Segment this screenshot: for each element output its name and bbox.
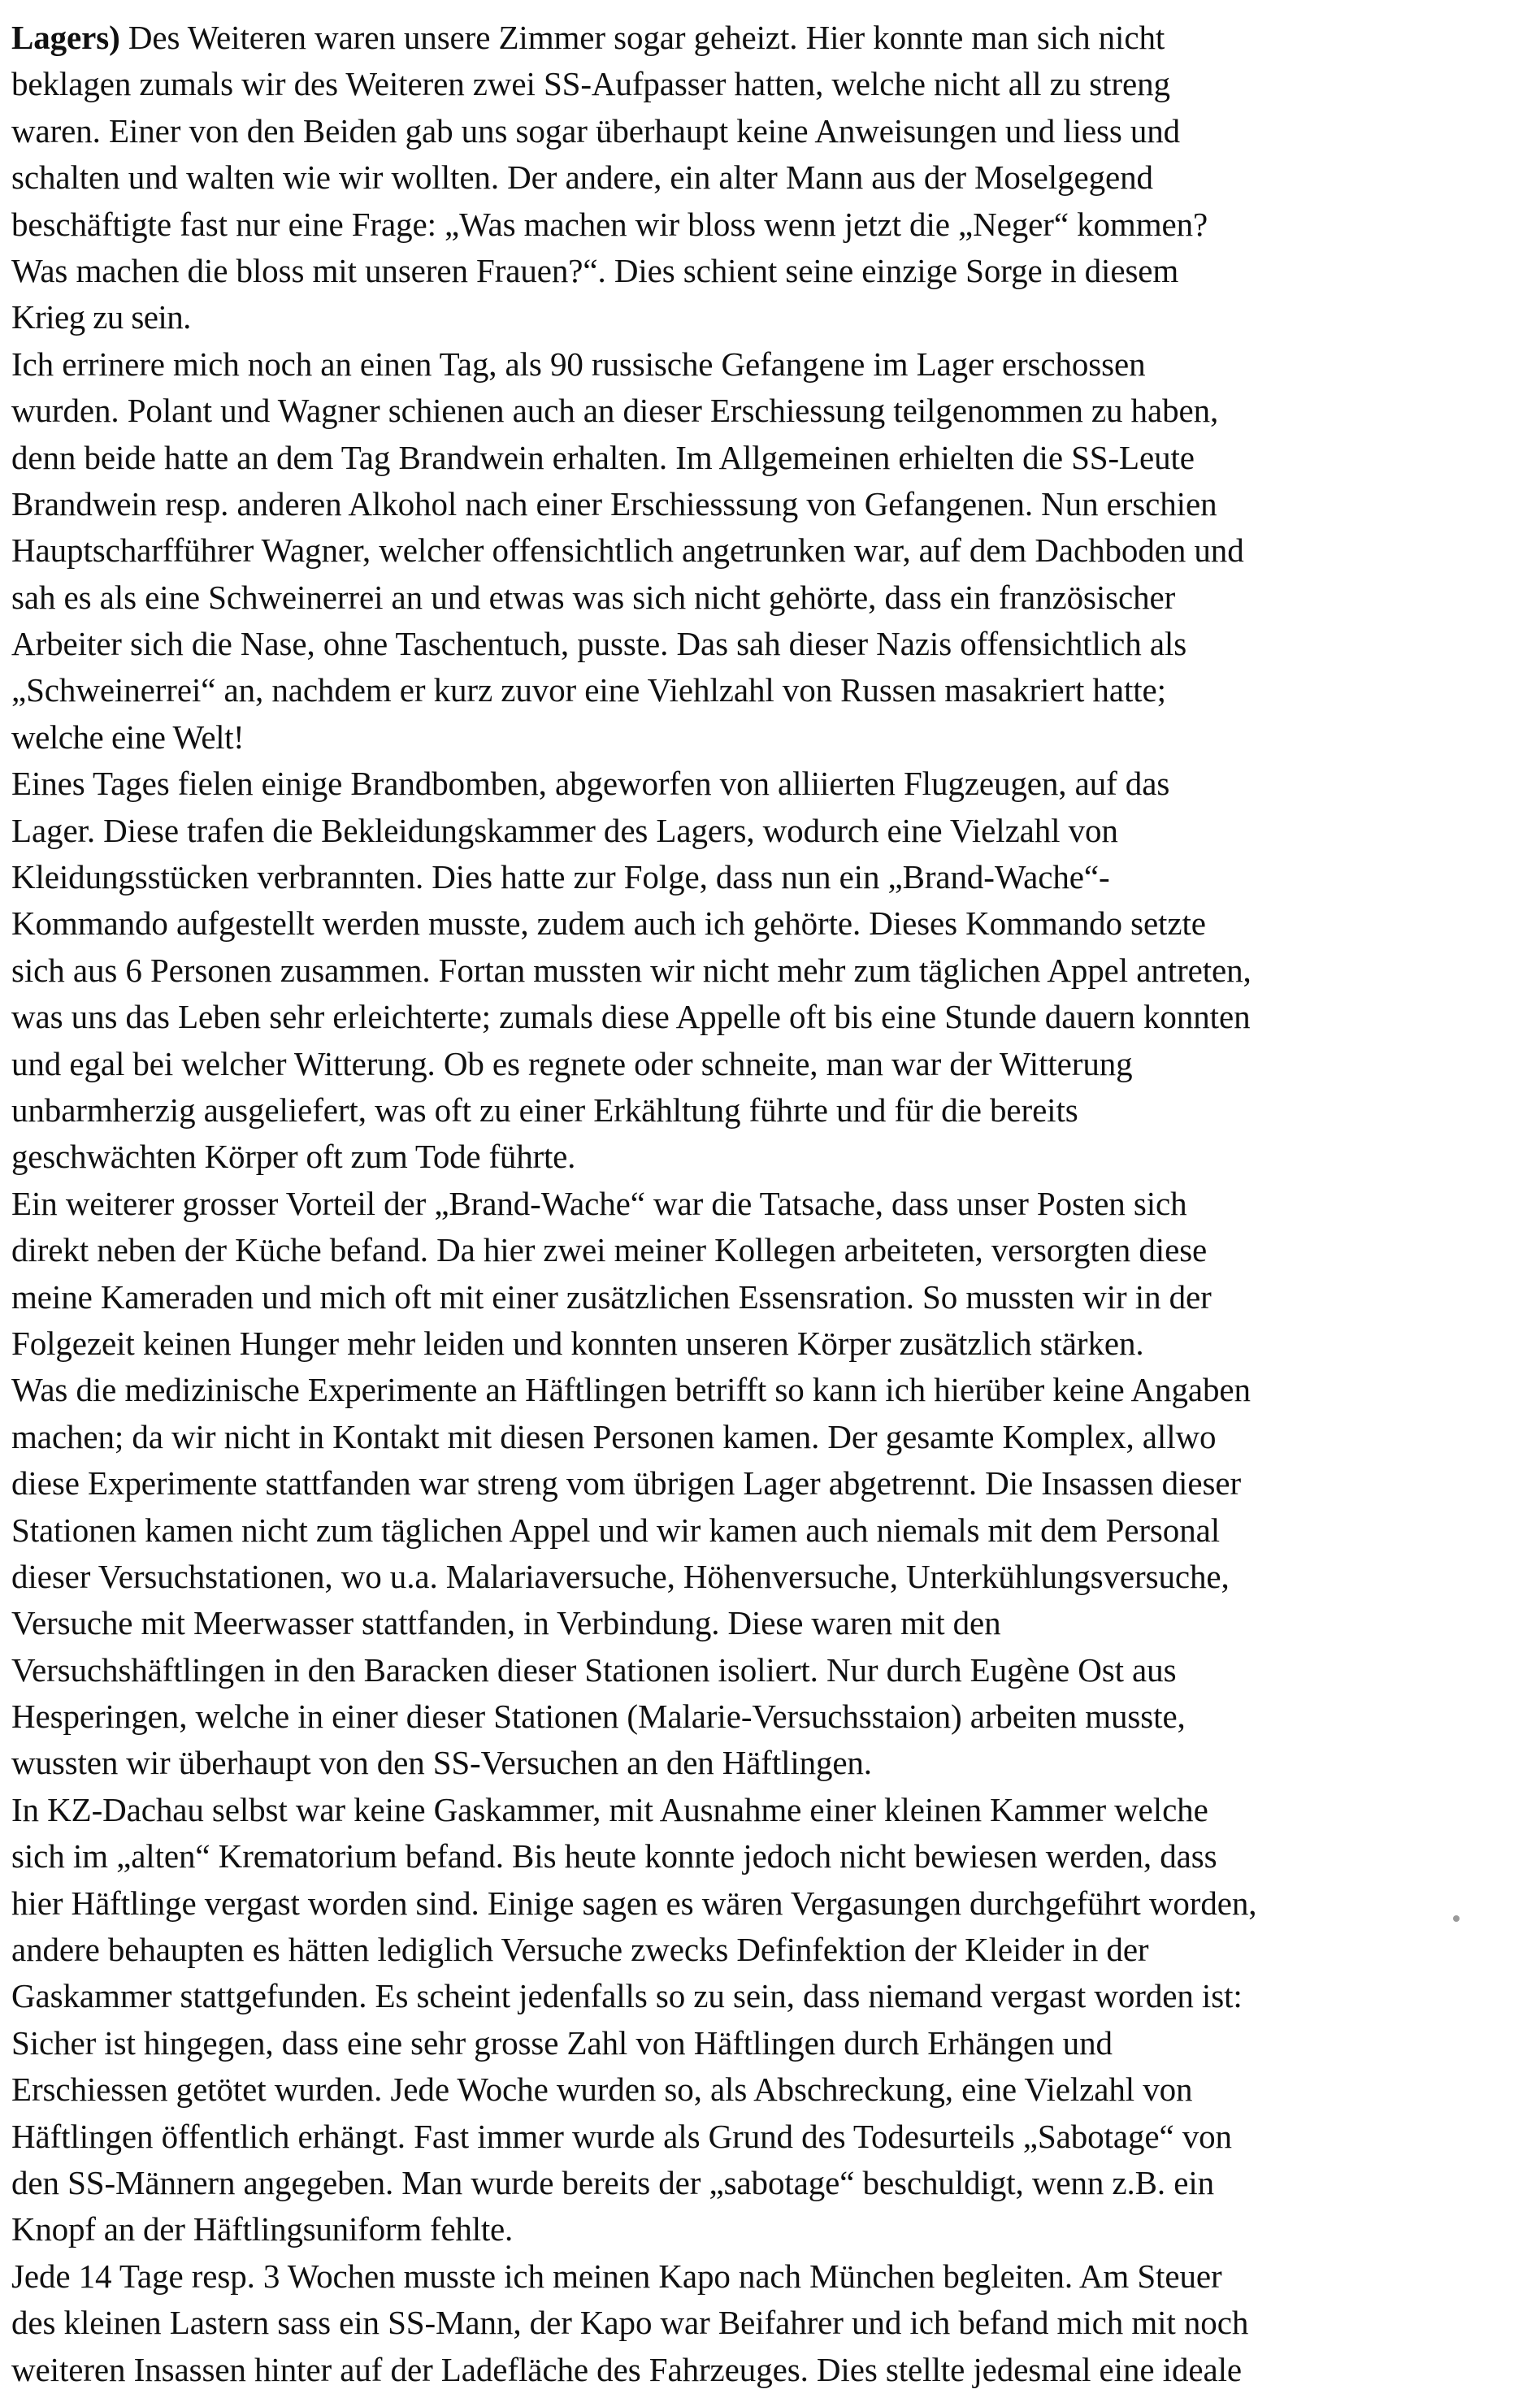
text-line bbox=[11, 294, 1531, 340]
text-line bbox=[11, 2114, 1531, 2160]
text-line bbox=[11, 621, 1531, 667]
line-text: Erschiessen getötet wurden. Jede Woche wurden so, als Abschreckung, eine Vielzahl von bbox=[11, 2071, 1193, 2109]
text-line bbox=[11, 1414, 1531, 1460]
line-text: Eines Tages fielen einige Brandbomben, abgeworfen von alliierten Flugzeugen, auf das bbox=[11, 765, 1170, 803]
line-text: sich aus 6 Personen zusammen. Fortan mussten wir nicht mehr zum täglichen Appel antreten, bbox=[11, 951, 1252, 989]
line-text: den SS-Männern angegeben. Man wurde bereits der „sabotage“ beschuldigt, wenn z.B. ein bbox=[11, 2163, 1215, 2201]
line-text: welche eine Welt! bbox=[11, 718, 245, 756]
line-text: Brandwein resp. anderen Alkohol nach einer Erschiesssung von Gefangenen. Nun erschien bbox=[11, 484, 1217, 523]
text-line bbox=[11, 714, 1531, 761]
line-text: Knopf an der Häftlingsuniform fehlte. bbox=[11, 2210, 514, 2248]
lead-word: Lagers) bbox=[11, 19, 120, 56]
line-text: Ein weiterer grosser Vorteil der „Brand-Wache“ war die Tatsache, dass unser Posten sich bbox=[11, 1184, 1187, 1222]
text-line bbox=[11, 435, 1531, 481]
line-text: sah es als eine Schweinerrei an und etwas was sich nicht gehörte, dass ein französischer bbox=[11, 578, 1176, 616]
text-line bbox=[11, 1833, 1531, 1880]
text-line bbox=[11, 1880, 1531, 1927]
line-text: beschäftigte fast nur eine Frage: „Was machen wir bloss wenn jetzt die „Neger“ kommen? bbox=[11, 205, 1208, 243]
line-text: Versuchshäftlingen in den Baracken dieser Stationen isoliert. Nur durch Eugène Ost aus bbox=[11, 1650, 1177, 1689]
text-line bbox=[11, 1320, 1531, 1367]
text-line bbox=[11, 1134, 1531, 1180]
text-line bbox=[11, 994, 1531, 1040]
text-line bbox=[11, 2066, 1531, 2113]
line-text: Kleidungsstücken verbrannten. Dies hatte zur Folge, dass nun ein „Brand-Wache“- bbox=[11, 858, 1110, 896]
text-line bbox=[11, 854, 1531, 900]
line-text: Was machen die bloss mit unseren Frauen?“. Dies schient seine einzige Sorge in diesem bbox=[11, 251, 1179, 289]
text-line bbox=[11, 808, 1531, 854]
text-line bbox=[11, 1181, 1531, 1227]
text-line bbox=[11, 1274, 1531, 1320]
text-line bbox=[11, 481, 1531, 527]
text-line bbox=[11, 248, 1531, 294]
text-line bbox=[11, 761, 1531, 807]
text-line bbox=[11, 388, 1531, 434]
text-line bbox=[11, 2300, 1531, 2346]
line-text: Was die medizinische Experimente an Häftlingen betrifft so kann ich hierüber keine Angaben bbox=[11, 1371, 1251, 1409]
text-line bbox=[11, 2253, 1531, 2300]
line-text: Sicher ist hingegen, dass eine sehr grosse Zahl von Häftlingen durch Erhängen und bbox=[11, 2023, 1113, 2062]
line-text: Kommando aufgestellt werden musste, zudem auch ich gehörte. Dieses Kommando setzte bbox=[11, 904, 1206, 943]
line-text: meine Kameraden und mich oft mit einer zusätzlichen Essensration. So mussten wir in der bbox=[11, 1277, 1212, 1316]
text-line bbox=[11, 1367, 1531, 1413]
text-line bbox=[11, 2347, 1531, 2393]
text-line bbox=[11, 1693, 1531, 1740]
text-line bbox=[11, 1507, 1531, 1554]
text-line bbox=[11, 15, 1531, 61]
line-text: Häftlingen öffentlich erhängt. Fast immer wurde als Grund des Todesurteils „Sabotage“ von bbox=[11, 2117, 1232, 2155]
line-text: denn beide hatte an dem Tag Brandwein erhalten. Im Allgemeinen erhielten die SS-Leute bbox=[11, 438, 1195, 476]
line-text: Lager. Diese trafen die Bekleidungskammer des Lagers, wodurch eine Vielzahl von bbox=[11, 811, 1118, 849]
text-line bbox=[11, 1600, 1531, 1646]
line-text: wurden. Polant und Wagner schienen auch an dieser Erschiessung teilgenommen zu haben, bbox=[11, 392, 1219, 430]
line-text: Hesperingen, welche in einer dieser Stationen (Malarie-Versuchsstaion) arbeiten musste, bbox=[11, 1698, 1186, 1736]
line-text: dieser Versuchstationen, wo u.a. Malariaversuche, Höhenversuche, Unterkühlungsversuche, bbox=[11, 1557, 1230, 1595]
text-line bbox=[11, 341, 1531, 388]
line-text: wussten wir überhaupt von den SS-Versuchen an den Häftlingen. bbox=[11, 1744, 872, 1782]
line-text: Arbeiter sich die Nase, ohne Taschentuch, pusste. Das sah dieser Nazis offensichtlich als bbox=[11, 625, 1187, 663]
line-text: In KZ-Dachau selbst war keine Gaskammer, mit Ausnahme einer kleinen Kammer welche bbox=[11, 1790, 1208, 1828]
line-text: Krieg zu sein. bbox=[11, 298, 191, 336]
line-text: Des Weiteren waren unsere Zimmer sogar geheizt. Hier konnte man sich nicht bbox=[119, 19, 1165, 56]
text-line bbox=[11, 947, 1531, 994]
line-text: Versuche mit Meerwasser stattfanden, in Verbindung. Diese waren mit den bbox=[11, 1604, 1001, 1642]
line-text: hier Häftlinge vergast worden sind. Einige sagen es wären Vergasungen durchgeführt worden, bbox=[11, 1884, 1257, 1922]
text-line bbox=[11, 527, 1531, 574]
text-line bbox=[11, 1787, 1531, 1833]
line-text: geschwächten Körper oft zum Tode führte. bbox=[11, 1138, 576, 1176]
text-line bbox=[11, 108, 1531, 154]
text-line bbox=[11, 1927, 1531, 1973]
line-text: was uns das Leben sehr erleichterte; zumals diese Appelle oft bis eine Stunde dauern konnten bbox=[11, 998, 1251, 1036]
line-text: direkt neben der Küche befand. Da hier zwei meiner Kollegen arbeiteten, versorgten diese bbox=[11, 1231, 1208, 1269]
line-text: machen; da wir nicht in Kontakt mit diesen Personen kamen. Der gesamte Komplex, allwo bbox=[11, 1417, 1217, 1455]
text-line bbox=[11, 2020, 1531, 2066]
text-line bbox=[11, 1460, 1531, 1507]
text-line bbox=[11, 900, 1531, 947]
text-line bbox=[11, 1647, 1531, 1693]
line-text: Jede 14 Tage resp. 3 Wochen musste ich meinen Kapo nach München begleiten. Am Steuer bbox=[11, 2257, 1222, 2295]
text-line bbox=[11, 2206, 1531, 2253]
document-body bbox=[11, 15, 1531, 2393]
text-line bbox=[11, 154, 1531, 201]
line-text: unbarmherzig ausgeliefert, was oft zu einer Erkähltung führte und für die bereits bbox=[11, 1091, 1078, 1129]
text-line bbox=[11, 1740, 1531, 1786]
line-text: Ich errinere mich noch an einen Tag, als 90 russische Gefangene im Lager erschossen bbox=[11, 345, 1146, 383]
line-text: waren. Einer von den Beiden gab uns sogar überhaupt keine Anweisungen und liess und bbox=[11, 111, 1181, 150]
text-line bbox=[11, 202, 1531, 248]
line-text: schalten und walten wie wir wollten. Der andere, ein alter Mann aus der Moselgegend bbox=[11, 158, 1153, 197]
text-line bbox=[11, 575, 1531, 621]
line-text: Hauptscharfführer Wagner, welcher offensichtlich angetrunken war, auf dem Dachboden und bbox=[11, 531, 1244, 570]
document-page bbox=[11, 15, 1531, 2393]
text-line bbox=[11, 61, 1531, 107]
text-line bbox=[11, 1973, 1531, 2019]
line-text: andere behaupten es hätten lediglich Versuche zwecks Definfektion der Kleider in der bbox=[11, 1931, 1149, 1969]
text-line bbox=[11, 1227, 1531, 1273]
line-text: Folgezeit keinen Hunger mehr leiden und konnten unseren Körper zusätzlich stärken. bbox=[11, 1324, 1144, 1362]
text-line bbox=[11, 1087, 1531, 1134]
line-text: weiteren Insassen hinter auf der Ladefläche des Fahrzeuges. Dies stellte jedesmal eine ideale bbox=[11, 2350, 1243, 2388]
line-text: sich im „alten“ Krematorium befand. Bis heute konnte jedoch nicht bewiesen werden, dass bbox=[11, 1837, 1217, 1875]
text-line bbox=[11, 1554, 1531, 1600]
text-line bbox=[11, 1041, 1531, 1087]
line-text: des kleinen Lastern sass ein SS-Mann, der Kapo war Beifahrer und ich befand mich mit noch bbox=[11, 2304, 1249, 2342]
line-text: und egal bei welcher Witterung. Ob es regnete oder schneite, man war der Witterung bbox=[11, 1044, 1133, 1082]
line-text: Gaskammer stattgefunden. Es scheint jedenfalls so zu sein, dass niemand vergast worden ist: bbox=[11, 1977, 1243, 2015]
line-text: diese Experimente stattfanden war streng vom übrigen Lager abgetrennt. Die Insassen dieser bbox=[11, 1464, 1242, 1503]
line-text: „Schweinerrei“ an, nachdem er kurz zuvor eine Viehlzahl von Russen masakriert hatte; bbox=[11, 671, 1166, 709]
text-line bbox=[11, 2160, 1531, 2206]
scan-speck bbox=[1453, 1915, 1460, 1922]
line-text: Stationen kamen nicht zum täglichen Appel und wir kamen auch niemals mit dem Personal bbox=[11, 1511, 1220, 1549]
line-text: beklagen zumals wir des Weiteren zwei SS-Aufpasser hatten, welche nicht all zu streng bbox=[11, 65, 1170, 103]
text-line bbox=[11, 667, 1531, 713]
